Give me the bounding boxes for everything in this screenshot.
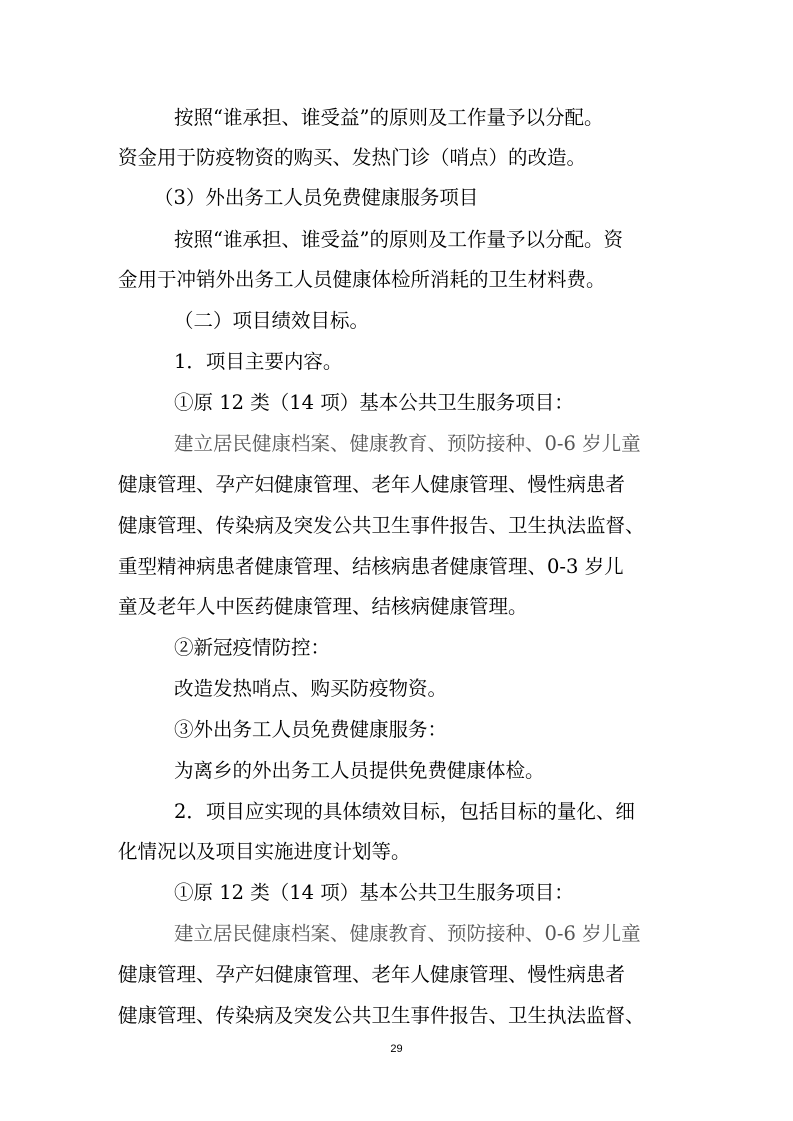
heading-item-3: （3）外出务工人员免费健康服务项目 — [154, 186, 479, 209]
text-services-list-1a: 建立居民健康档案、健康教育、预防接种、0-6 岁儿童 — [174, 432, 641, 455]
para-allocation-principle-2: 按照“谁承担、谁受益”的原则及工作量予以分配。资 — [174, 228, 623, 251]
text-services-list-1c: 健康管理、传染病及突发公共卫生事件报告、卫生执法监督、 — [118, 514, 645, 537]
text-covid-control: 改造发热哨点、购买防疫物资。 — [174, 677, 448, 700]
text-services-list-2c: 健康管理、传染病及突发公共卫生事件报告、卫生执法监督、 — [118, 1004, 645, 1027]
para-funds-use-1: 资金用于防疫物资的购买、发热门诊（哨点）的改造。 — [118, 146, 587, 169]
heading-specific-goals-b: 化情况以及项目实施进度计划等。 — [118, 840, 411, 863]
subheading-basic-services-2: ①原 12 类（14 项）基本公共卫生服务项目： — [174, 881, 574, 904]
text-services-list-2b: 健康管理、孕产妇健康管理、老年人健康管理、慢性病患者 — [118, 963, 626, 986]
text-services-list-1b: 健康管理、孕产妇健康管理、老年人健康管理、慢性病患者 — [118, 473, 626, 496]
subheading-basic-services-1: ①原 12 类（14 项）基本公共卫生服务项目： — [174, 391, 574, 414]
subheading-covid-control: ②新冠疫情防控： — [174, 636, 331, 659]
para-allocation-principle-1: 按照“谁承担、谁受益”的原则及工作量予以分配。 — [174, 106, 604, 129]
heading-performance-goals: （二）项目绩效目标。 — [174, 309, 370, 332]
text-services-list-1e: 童及老年人中医药健康管理、结核病健康管理。 — [118, 595, 528, 618]
text-services-list-1d: 重型精神病患者健康管理、结核病患者健康管理、0-3 岁儿 — [118, 555, 624, 578]
subheading-migrant-health: ③外出务工人员免费健康服务： — [174, 718, 448, 741]
heading-main-content: 1．项目主要内容。 — [174, 350, 343, 373]
text-services-list-2a: 建立居民健康档案、健康教育、预防接种、0-6 岁儿童 — [174, 922, 641, 945]
para-funds-use-2: 金用于冲销外出务工人员健康体检所消耗的卫生材料费。 — [118, 268, 606, 291]
heading-specific-goals-a: 2．项目应实现的具体绩效目标，包括目标的量化、细 — [174, 800, 635, 823]
page-number: 29 — [390, 1043, 403, 1055]
text-migrant-health: 为离乡的外出务工人员提供免费健康体检。 — [174, 759, 545, 782]
